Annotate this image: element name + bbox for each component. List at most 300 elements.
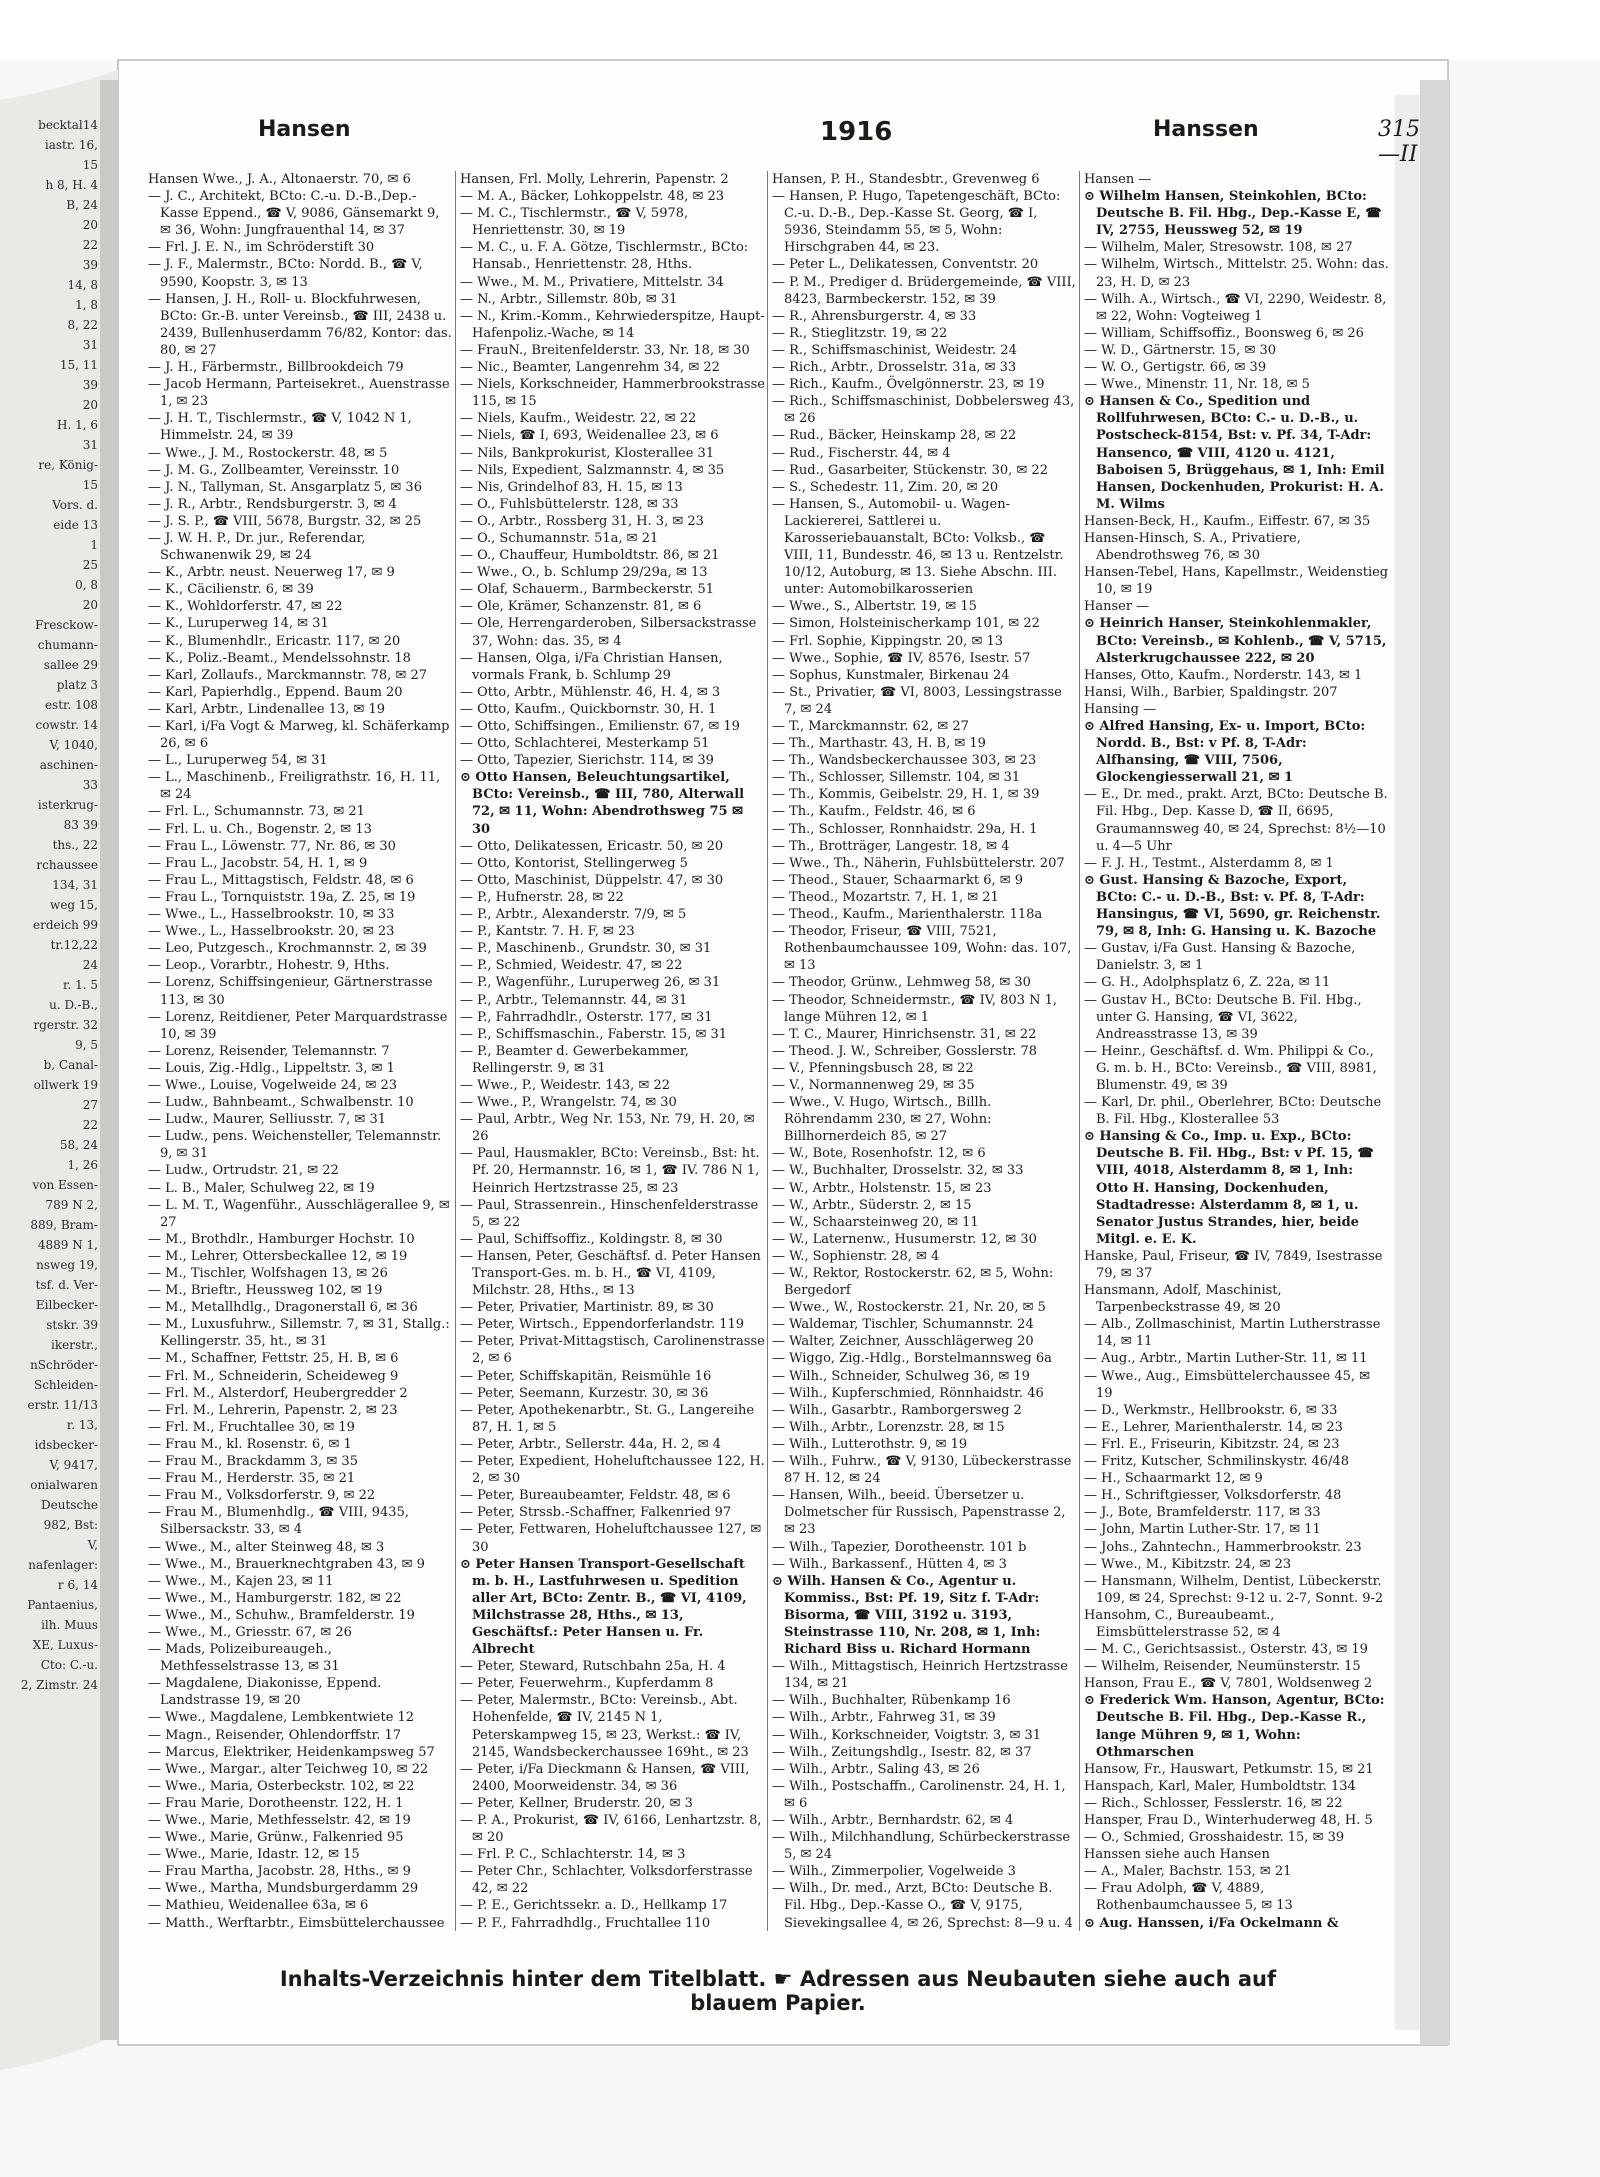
directory-entry: — R., Ahrensburgerstr. 4, ✉ 33 — [772, 308, 977, 324]
directory-entry: — Walter, Zeichner, Ausschlägerweg 20 — [772, 1334, 1034, 1350]
directory-entry: — Otto, Schlachterei, Mesterkamp 51 — [460, 736, 710, 752]
directory-entry: — Paul, Strassenrein., Hinschenfelderstrasse 5, ✉ 22 — [460, 1197, 759, 1230]
edge-fragment: 20 — [82, 398, 98, 412]
directory-entry: ⊙ Alfred Hansing, Ex- u. Import, BCto: Nordd. B., Bst: v Pf. 8, T-Adr: Alfhansing, ☎ VIII, 7506, Glockengiesserwall 21, ✉ 1 — [1084, 719, 1366, 786]
directory-entry: — L. B., Maler, Schulweg 22, ✉ 19 — [148, 1180, 375, 1196]
directory-entry: — P., Arbtr., Telemannstr. 44, ✉ 31 — [460, 992, 688, 1008]
directory-entry: — Peter, Steward, Rutschbahn 25a, H. 4 — [460, 1659, 726, 1675]
directory-entry: — Waldemar, Tischler, Schumannstr. 24 — [772, 1317, 1034, 1333]
directory-entry: Hansper, Frau D., Winterhuderweg 48, H. 5 — [1084, 1813, 1373, 1828]
directory-entry: — Peter, i/Fa Dieckmann & Hansen, ☎ VIII, 2400, Moorweidenstr. 34, ✉ 36 — [460, 1761, 750, 1794]
directory-entry: — Wwe., M., Hamburgerstr. 182, ✉ 22 — [148, 1590, 402, 1606]
edge-fragment: r. 1. 5 — [63, 978, 98, 992]
edge-fragment: Vors. d. — [52, 498, 98, 512]
directory-entry: — M., Tischler, Wolfshagen 13, ✉ 26 — [148, 1266, 388, 1281]
directory-entry: — Lorenz, Schiffsingenieur, Gärtnerstrasse 113, ✉ 30 — [148, 975, 433, 1008]
directory-entry: — J. H., Färbermstr., Billbrookdeich 79 — [148, 360, 404, 376]
directory-entry: — Hansen, J. H., Roll- u. Blockfuhrwesen, BCto: Gr.-B. unter Vereinsb., ☎ III, 2438 u. 2439, Bullenhuserdamm 76/82, Kontor: das. 80, ✉ 27 — [148, 291, 452, 358]
directory-entry: — Niels, Korkschneider, Hammerbrookstrasse 115, ✉ 15 — [460, 377, 765, 410]
edge-fragment: 15, 11 — [59, 358, 98, 372]
directory-entry: Hansen-Beck, H., Kaufm., Eiffestr. 67, ✉ 35 — [1084, 513, 1371, 529]
directory-entry: — Wilh., Arbtr., Lorenzstr. 28, ✉ 15 — [772, 1419, 1005, 1435]
directory-entry: — Ludw., Bahnbeamt., Schwalbenstr. 10 — [148, 1095, 414, 1111]
edge-fragment: ilh. Muus — [41, 1618, 98, 1632]
directory-entry: — Frau Marie, Dorotheenstr. 122, H. 1 — [148, 1795, 404, 1811]
directory-entry: — Frl. L., Schumannstr. 73, ✉ 21 — [148, 804, 365, 820]
directory-entry: — Frl. J. E. N., im Schröderstift 30 — [148, 240, 375, 256]
directory-entry: — Wilh., Arbtr., Fahrweg 31, ✉ 39 — [772, 1710, 996, 1726]
directory-entry: — Frau L., Mittagstisch, Feldstr. 48, ✉ 6 — [148, 872, 414, 888]
edge-fragment: erdeich 99 — [33, 918, 98, 932]
directory-entry: — Wwe., S., Albertstr. 19, ✉ 15 — [772, 599, 977, 615]
directory-entry: — Niels, ☎ I, 693, Weidenallee 23, ✉ 6 — [460, 428, 719, 444]
directory-entry: — Wilh., Korkschneider, Voigtstr. 3, ✉ 31 — [772, 1727, 1042, 1743]
directory-entry: — Peter, Apothekenarbtr., St. G., Langereihe 87, H. 1, ✉ 5 — [460, 1402, 755, 1435]
edge-fragment: 15 — [82, 158, 98, 172]
directory-entry: ⊙ Hansen & Co., Spedition und Rollfuhrwesen, BCto: C.- u. D.-B., u. Postscheck-8154, Bst: v. Pf. 34, T-Adr: Hansenco, ☎ VIII, 4120 u. 4121, Baboisen 5, Brüggehaus, ✉ 1, Inh: Emil Hansen, Dockenhuden, Prokurist: H. A. M. Wilms — [1084, 394, 1385, 512]
directory-entry: — P. F., Fahrradhdlg., Fruchtallee 110 — [460, 1915, 711, 1931]
directory-entry: — Wwe., L., Hasselbrookstr. 20, ✉ 23 — [148, 924, 395, 940]
footer-note: Inhalts-Verzeichnis hinter dem Titelblatt. ☛ Adressen aus Neubauten siehe auch auf blauem Papier. — [279, 1967, 1277, 2015]
directory-entry: — W., Sophienstr. 28, ✉ 4 — [772, 1248, 940, 1264]
adjacent-page-edge — [0, 115, 98, 1895]
directory-entry: — Th., Kommis, Geibelstr. 29, H. 1, ✉ 39 — [772, 787, 1040, 803]
directory-entry: — Theod. J. W., Schreiber, Gosslerstr. 78 — [772, 1043, 1038, 1059]
directory-entry: — Jacob Hermann, Parteisekret., Auenstrasse 1, ✉ 23 — [148, 377, 450, 410]
edge-fragment: Cto: C.-u. — [40, 1658, 98, 1672]
edge-fragment: 0, 8 — [75, 578, 98, 592]
edge-fragment: re, König- — [38, 458, 98, 472]
header-year: 1916 — [820, 117, 893, 147]
directory-entry: — Hansen, Peter, Geschäftsf. d. Peter Hansen Transport-Ges. m. b. H., ☎ VI, 4109, Milchstr. 28, Hths., ✉ 13 — [460, 1248, 761, 1299]
edge-fragment: chumann- — [37, 638, 98, 652]
directory-entry: — Wwe., J. M., Rostockerstr. 48, ✉ 5 — [148, 445, 388, 461]
directory-entry: — P., Kantstr. 7. H. F, ✉ 23 — [460, 924, 635, 940]
directory-entry: — W., Schaarsteinweg 20, ✉ 11 — [772, 1214, 979, 1230]
directory-entry: — Peter, Wirtsch., Eppendorferlandstr. 119 — [460, 1317, 745, 1333]
directory-entry: — Leo, Putzgesch., Krochmannstr. 2, ✉ 39 — [148, 941, 427, 957]
directory-entry: — Wilh., Postschaffn., Carolinenstr. 24, H. 1, ✉ 6 — [772, 1778, 1066, 1811]
directory-entry: — Rich., Schiffsmaschinist, Dobbelersweg 43, ✉ 26 — [772, 394, 1075, 427]
directory-entry: — Karl, Arbtr., Lindenallee 13, ✉ 19 — [148, 701, 386, 717]
edge-fragment: 25 — [82, 558, 98, 572]
edge-fragment: nSchröder- — [30, 1358, 98, 1372]
directory-entry: — Frl. E., Friseurin, Kibitzstr. 24, ✉ 23 — [1084, 1436, 1340, 1452]
edge-fragment: V, 1040, — [49, 738, 98, 752]
column-4 — [1084, 171, 1389, 1931]
directory-entry: — J. N., Tallyman, St. Ansgarplatz 5, ✉ 36 — [148, 479, 422, 495]
directory-entry: — Hansen, S., Automobil- u. Wagen-Lackiererei, Sattlerei u. Karosseriebauanstalt, BCto: Volksb., ☎ VIII, 11, Bundesstr. 46, ✉ 13 u. Rentzelstr. 10/12, Autoburg, ✉ 13. Siehe Abschn. III. unter: Automobilkarosserien — [772, 496, 1064, 598]
directory-entry: — W., Buchhalter, Drosselstr. 32, ✉ 33 — [772, 1163, 1024, 1179]
directory-entry: — P. E., Gerichtssekr. a. D., Hellkamp 17 — [460, 1898, 728, 1914]
column-2 — [460, 171, 765, 1931]
directory-entry: — M., Lehrer, Ottersbeckallee 12, ✉ 19 — [148, 1248, 408, 1264]
directory-entry: — Wilh., Arbtr., Saling 43, ✉ 26 — [772, 1761, 980, 1777]
directory-entry: — Otto, Schiffsingen., Emilienstr. 67, ✉ 19 — [460, 719, 740, 734]
directory-entry: — N., Krim.-Komm., Kehrwiederspitze, Haupt-Hafenpoliz.-Wache, ✉ 14 — [460, 308, 765, 341]
directory-entry: — J., Bote, Bramfelderstr. 117, ✉ 33 — [1084, 1505, 1321, 1521]
directory-entry: — Th., Schlosser, Sillemstr. 104, ✉ 31 — [772, 770, 1021, 786]
directory-entry: — Hansmann, Wilhelm, Dentist, Lübeckerstr. 109, ✉ 24, Sprechst: 9-12 u. 2-7, Sonnt. 9-2 — [1084, 1573, 1384, 1606]
edge-fragment: B, 24 — [66, 198, 98, 212]
directory-entry: — Wilh., Kupferschmied, Rönnhaidstr. 46 — [772, 1385, 1044, 1401]
directory-entry: — Wwe., W., Rostockerstr. 21, Nr. 20, ✉ 5 — [772, 1300, 1046, 1316]
header-right-name: Hanssen — [1153, 117, 1259, 142]
directory-entry: — L., Luruperweg 54, ✉ 31 — [148, 753, 328, 769]
edge-fragment: nafenlager: — [28, 1558, 98, 1572]
directory-entry: — Wwe., M., Schuhw., Bramfelderstr. 19 — [148, 1607, 415, 1623]
directory-entry: ⊙ Wilhelm Hansen, Steinkohlen, BCto: Deutsche B. Fil. Hbg., Dep.-Kasse E, ☎ IV, 2755, Heussweg 52, ✉ 19 — [1084, 189, 1382, 239]
directory-entry: — Wilh., Gasarbtr., Ramborgersweg 2 — [772, 1402, 1022, 1418]
directory-entry: — Frl. M., Lehrerin, Papenstr. 2, ✉ 23 — [148, 1402, 398, 1418]
directory-entry: Hanser — — [1084, 599, 1150, 615]
directory-entry: — Wwe., O., b. Schlump 29/29a, ✉ 13 — [460, 565, 708, 581]
directory-entry: — R., Stieglitzstr. 19, ✉ 22 — [772, 325, 948, 341]
directory-entry: — Wwe., Th., Näherin, Fuhlsbüttelerstr. 207 — [772, 855, 1065, 871]
directory-entry: — Marcus, Elektriker, Heidenkampsweg 57 — [148, 1744, 435, 1760]
directory-entry: — Wilhelm, Maler, Stresowstr. 108, ✉ 27 — [1084, 240, 1353, 256]
edge-fragment: stskr. 39 — [46, 1318, 98, 1332]
edge-fragment: cowstr. 14 — [35, 718, 98, 732]
directory-entry: — L. M. T., Wagenführ., Ausschlägerallee 9, ✉ 27 — [148, 1197, 450, 1230]
directory-entry: — M., Luxusfuhrw., Sillemstr. 7, ✉ 31, Stallg.: Kellingerstr. 35, ht., ✉ 31 — [148, 1317, 450, 1350]
edge-fragment: rgerstr. 32 — [33, 1018, 98, 1032]
directory-entry: — Wilh., Barkassenf., Hütten 4, ✉ 3 — [772, 1556, 1007, 1572]
directory-entry: — A., Maler, Bachstr. 153, ✉ 21 — [1084, 1864, 1292, 1880]
directory-entry: — Nic., Beamter, Langenrehm 34, ✉ 22 — [460, 360, 720, 376]
directory-entry: Hansohm, C., Bureaubeamt., Eimsbüttelerstrasse 52, ✉ 4 — [1084, 1607, 1281, 1640]
directory-entry: — Otto, Kaufm., Quickbornstr. 30, H. 1 — [460, 701, 717, 717]
directory-entry: — Wwe., Marie, Methfesselstr. 42, ✉ 19 — [148, 1813, 411, 1828]
directory-entry: — Th., Wandsbeckerchaussee 303, ✉ 23 — [772, 753, 1037, 769]
directory-entry: — Karl, Dr. phil., Oberlehrer, BCto: Deutsche B. Fil. Hbg., Klosterallee 53 — [1084, 1095, 1382, 1128]
directory-entry: — Gustav, i/Fa Gust. Hansing & Bazoche, Danielstr. 3, ✉ 1 — [1084, 941, 1356, 974]
edge-fragment: erstr. 11/13 — [27, 1398, 98, 1412]
directory-entry: — Lorenz, Reisender, Telemannstr. 7 — [148, 1043, 390, 1059]
directory-entry: — J. W. H. P., Dr. jur., Referendar, Schwanenwik 29, ✉ 24 — [148, 530, 366, 564]
directory-entry: — S., Schedestr. 11, Zim. 20, ✉ 20 — [772, 479, 999, 495]
directory-entry: — Peter, Malermstr., BCto: Vereinsb., Abt. Hohenfelde, ☎ IV, 2145 N 1, Peterskampweg 15, ✉ 23, Werkst.: ☎ IV, 2145, Wandsbeckerchaussee 169ht., ✉ 23 — [460, 1693, 749, 1760]
directory-entry: — Frau M., kl. Rosenstr. 6, ✉ 1 — [148, 1436, 352, 1452]
directory-entry: — Nils, Bankprokurist, Klosterallee 31 — [460, 445, 715, 461]
directory-entry: — K., Cäcilienstr. 6, ✉ 39 — [148, 582, 314, 598]
edge-fragment: 4889 N 1, — [37, 1238, 98, 1252]
directory-entry: Hansen-Tebel, Hans, Kapellmstr., Weidenstieg 10, ✉ 19 — [1084, 565, 1389, 598]
directory-entry: — O., Arbtr., Rossberg 31, H. 3, ✉ 23 — [460, 513, 704, 529]
edge-fragment: 24 — [82, 958, 98, 972]
directory-entry: — Peter, Privat-Mittagstisch, Carolinenstrasse 2, ✉ 6 — [460, 1334, 765, 1367]
column-rule — [767, 171, 768, 1931]
directory-entry: — Magn., Reisender, Ohlendorffstr. 17 — [148, 1727, 402, 1743]
directory-entry: — Wwe., M., Kibitzstr. 24, ✉ 23 — [1084, 1556, 1292, 1572]
edge-fragment: iastr. 16, — [44, 138, 98, 152]
directory-entry: — Frau L., Jacobstr. 54, H. 1, ✉ 9 — [148, 855, 368, 871]
directory-entry: — Frl. L. u. Ch., Bogenstr. 2, ✉ 13 — [148, 821, 372, 837]
directory-entry: — H., Schriftgiesser, Volksdorferstr. 48 — [1084, 1488, 1342, 1504]
directory-entry: — Frau M., Herderstr. 35, ✉ 21 — [148, 1471, 356, 1487]
edge-fragment: 58, 24 — [59, 1138, 98, 1152]
edge-fragment: 83 39 — [63, 818, 98, 832]
directory-entry: — Wwe., L., Hasselbrookstr. 10, ✉ 33 — [148, 907, 395, 923]
edge-fragment: 27 — [82, 1098, 98, 1112]
directory-entry: — Wwe., P., Weidestr. 143, ✉ 22 — [460, 1077, 670, 1093]
directory-entry: — John, Martin Luther-Str. 17, ✉ 11 — [1084, 1522, 1321, 1538]
directory-entry: — FrauN., Breitenfelderstr. 33, Nr. 18, ✉ 30 — [460, 342, 750, 358]
directory-entry: Hansen-Hinsch, S. A., Privatiere, Abendrothsweg 76, ✉ 30 — [1084, 530, 1301, 564]
directory-entry: — F. J. H., Testmt., Alsterdamm 8, ✉ 1 — [1084, 855, 1334, 871]
directory-entry: ⊙ Gust. Hansing & Bazoche, Export, BCto: C.- u. D.-B., Bst: v. Pf. 8, T-Adr: Hansingus, ☎ VI, 5690, gr. Reichenstr. 79, ✉ 8, Inh: G. Hansing u. K. Bazoche — [1084, 872, 1381, 940]
directory-entry: — Matth., Werftarbtr., Eimsbüttelerchaussee — [148, 1915, 445, 1931]
directory-entry: — Sophus, Kunstmaler, Birkenau 24 — [772, 667, 1010, 683]
directory-entry: — K., Arbtr. neust. Neuerweg 17, ✉ 9 — [148, 565, 395, 581]
edge-fragment: Fresckow- — [35, 618, 98, 632]
directory-entry: ⊙ Aug. Hanssen, i/Fa Ockelmann & — [1084, 1915, 1339, 1931]
directory-entry: — Wwe., M. M., Privatiere, Mittelstr. 34 — [460, 274, 724, 290]
directory-entry: — Peter, Seemann, Kurzestr. 30, ✉ 36 — [460, 1385, 709, 1401]
directory-entry: — Gustav H., BCto: Deutsche B. Fil. Hbg., unter G. Hansing, ☎ VI, 3622, Andreasstrasse 13, ✉ 39 — [1084, 992, 1362, 1042]
edge-fragment: 33 — [82, 778, 98, 792]
directory-entry: — Wwe., Martha, Mundsburgerdamm 29 — [148, 1881, 419, 1897]
directory-entry: — Rud., Fischerstr. 44, ✉ 4 — [772, 445, 951, 461]
directory-entry: — P. A., Prokurist, ☎ IV, 6166, Lenhartzstr. 8, ✉ 20 — [460, 1813, 762, 1846]
directory-entry: — Hansen, Olga, i/Fa Christian Hansen, vormals Frank, b. Schlump 29 — [460, 650, 723, 683]
edge-fragment: h 8, H. 4 — [45, 178, 98, 192]
directory-entry: ⊙ Wilh. Hansen & Co., Agentur u. Kommiss., Bst: Pf. 19, Sitz f. T-Adr: Bisorma, ☎ VIII, 3192 u. 3193, Steinstrasse 110, Nr. 208, ✉ 1, Inh: Richard Biss u. Richard Hormann — [772, 1573, 1041, 1658]
directory-entry: — Rud., Gasarbeiter, Stückenstr. 30, ✉ 22 — [772, 462, 1048, 478]
column-3 — [772, 171, 1077, 1931]
directory-entry: — Paul, Schiffsoffiz., Koldingstr. 8, ✉ 30 — [460, 1231, 723, 1247]
edge-fragment: 14, 8 — [67, 278, 98, 292]
directory-entry: — D., Werkmstr., Hellbrookstr. 6, ✉ 33 — [1084, 1402, 1338, 1418]
directory-entry: — W., Rektor, Rostockerstr. 62, ✉ 5, Wohn: Bergedorf — [772, 1266, 1054, 1299]
edge-fragment: 982, Bst: — [43, 1518, 98, 1532]
directory-entry: — Wilh., Fuhrw., ☎ V, 9130, Lübeckerstrasse 87 H. 12, ✉ 24 — [772, 1454, 1072, 1487]
edge-fragment: weg 15, — [50, 898, 98, 912]
edge-fragment: nsweg 19, — [36, 1258, 98, 1272]
edge-fragment: 8, 22 — [67, 318, 98, 332]
directory-entry: — G. H., Adolphsplatz 6, Z. 22a, ✉ 11 — [1084, 975, 1331, 991]
edge-fragment: ikerstr., — [51, 1338, 98, 1352]
directory-entry: — Karl, i/Fa Vogt & Marweg, kl. Schäferkamp 26, ✉ 6 — [148, 719, 450, 752]
edge-fragment: eide 13 — [53, 518, 98, 532]
directory-entry: — P., Beamter d. Gewerbekammer, Rellingerstr. 9, ✉ 31 — [460, 1043, 689, 1076]
directory-entry: — K., Wohldorferstr. 47, ✉ 22 — [148, 599, 343, 615]
directory-entry: — Wilh. A., Wirtsch., ☎ VI, 2290, Weidestr. 8, ✉ 22, Wohn: Vogteiweg 1 — [1084, 291, 1387, 324]
edge-fragment: b, Canal- — [43, 1058, 98, 1072]
edge-fragment: ollwerk 19 — [33, 1078, 98, 1092]
edge-fragment: becktal14 — [38, 118, 98, 132]
edge-fragment: 31 — [82, 338, 98, 352]
directory-entry: — Louis, Zig.-Hdlg., Lippeltstr. 3, ✉ 1 — [148, 1060, 395, 1076]
directory-entry: — Frau L., Löwenstr. 77, Nr. 86, ✉ 30 — [148, 838, 396, 854]
directory-entry: — Paul, Hausmakler, BCto: Vereinsb., Bst: ht. Pf. 20, Hermannstr. 16, ✉ 1, ☎ IV. 786 N 1, Heinrich Hertzstrasse 25, ✉ 23 — [460, 1146, 760, 1196]
directory-entry: — Wwe., V. Hugo, Wirtsch., Billh. Röhrendamm 230, ✉ 27, Wohn: Billhornerdeich 85, ✉ 27 — [772, 1095, 992, 1145]
directory-entry: ⊙ Hansing & Co., Imp. u. Exp., BCto: Deutsche B. Fil. Hbg., Bst: v Pf. 15, ☎ VIII, 4018, Alsterdamm 8, ✉ 1, Inh: Otto H. Hansing, Dockenhuden, Stadtadresse: Alsterdamm 8, ✉ 1, u. Senator Justus Strandes, hier, beide Mitgl. e. E. K. — [1084, 1129, 1374, 1247]
directory-entry: — W. D., Gärtnerstr. 15, ✉ 30 — [1084, 342, 1277, 358]
directory-entry: — Rich., Kaufm., Övelgönnerstr. 23, ✉ 19 — [772, 377, 1045, 393]
directory-entry: — Wwe., P., Wrangelstr. 74, ✉ 30 — [460, 1095, 677, 1111]
directory-entry: — Peter, Expedient, Hoheluftchaussee 122, H. 2, ✉ 30 — [460, 1454, 765, 1487]
columns — [148, 171, 1388, 1931]
edge-fragment: Pantaenius, — [27, 1598, 98, 1612]
edge-fragment: V, 9417, — [49, 1458, 98, 1472]
directory-entry: — J. H. T., Tischlermstr., ☎ V, 1042 N 1, Himmelstr. 24, ✉ 39 — [148, 411, 412, 444]
directory-page — [148, 95, 1420, 2030]
directory-entry: — Rich., Schlosser, Fesslerstr. 16, ✉ 22 — [1084, 1795, 1343, 1811]
page-number: 315—II — [1378, 117, 1420, 167]
directory-entry: — Wilh., Dr. med., Arzt, BCto: Deutsche B. Fil. Hbg., Dep.-Kasse O., ☎ V, 9175, Sievekingsallee 4, ✉ 26, Sprechst: 8—9 u. 4 — [772, 1881, 1073, 1931]
directory-entry: — Theodor, Schneidermstr., ☎ IV, 803 N 1, lange Mühren 12, ✉ 1 — [772, 992, 1058, 1025]
directory-entry: — Nis, Grindelhof 83, H. 15, ✉ 13 — [460, 479, 683, 495]
directory-entry: — Mathieu, Weidenallee 63a, ✉ 6 — [148, 1898, 369, 1914]
directory-entry: — W., Bote, Rosenhofstr. 12, ✉ 6 — [772, 1146, 986, 1162]
edge-fragment: aschinen- — [39, 758, 98, 772]
edge-fragment: 789 N 2, — [45, 1198, 98, 1212]
edge-fragment: 9, 5 — [75, 1038, 98, 1052]
directory-entry: Hansen, P. H., Standesbtr., Grevenweg 6 — [772, 172, 1040, 187]
edge-fragment: 2, Zimstr. 24 — [20, 1678, 98, 1692]
directory-entry: — L., Maschinenb., Freiligrathstr. 16, H. 11, ✉ 24 — [148, 770, 441, 803]
directory-entry: — J. F., Malermstr., BCto: Nordd. B., ☎ V, 9590, Koopstr. 3, ✉ 13 — [148, 257, 423, 290]
directory-entry: Hansing — — [1084, 701, 1157, 717]
directory-entry: — Frl. P. C., Schlachterstr. 14, ✉ 3 — [460, 1847, 686, 1863]
directory-entry: — W., Arbtr., Süderstr. 2, ✉ 15 — [772, 1197, 972, 1213]
directory-entry: — Peter, Kellner, Bruderstr. 20, ✉ 3 — [460, 1795, 693, 1811]
directory-entry: — Simon, Holsteinischerkamp 101, ✉ 22 — [772, 616, 1040, 632]
edge-fragment: 1, 8 — [75, 298, 98, 312]
directory-entry: — P., Wagenführ., Luruperweg 26, ✉ 31 — [460, 975, 721, 991]
directory-entry: — W., Arbtr., Holstenstr. 15, ✉ 23 — [772, 1180, 992, 1196]
directory-entry: — Nils, Expedient, Salzmannstr. 4, ✉ 35 — [460, 462, 725, 478]
directory-entry: — P., Schmied, Weidestr. 47, ✉ 22 — [460, 958, 683, 974]
directory-entry: — R., Schiffsmaschinist, Weidestr. 24 — [772, 342, 1017, 358]
directory-entry: — Peter, Schiffskapitän, Reismühle 16 — [460, 1368, 712, 1384]
directory-entry: — Frau L., Tornquiststr. 19a, Z. 25, ✉ 19 — [148, 889, 416, 905]
edge-fragment: platz 3 — [56, 678, 98, 692]
column-rule — [455, 171, 456, 1931]
directory-entry: — Wilhelm, Reisender, Neumünsterstr. 15 — [1084, 1659, 1361, 1675]
directory-entry: — Wwe., Sophie, ☎ IV, 8576, Isestr. 57 — [772, 650, 1031, 666]
directory-entry: — Olaf, Schauerm., Barmbeckerstr. 51 — [460, 582, 715, 598]
directory-entry: — Rich., Arbtr., Drosselstr. 31a, ✉ 33 — [772, 360, 1017, 376]
directory-entry: — E., Lehrer, Marienthalerstr. 14, ✉ 23 — [1084, 1419, 1343, 1435]
directory-entry: — Wwe., M., alter Steinweg 48, ✉ 3 — [148, 1539, 385, 1555]
directory-entry: — Peter L., Delikatessen, Conventstr. 20 — [772, 257, 1039, 273]
directory-entry: — Alb., Zollmaschinist, Martin Lutherstrasse 14, ✉ 11 — [1084, 1317, 1381, 1350]
directory-entry: — Frau M., Volksdorferstr. 9, ✉ 22 — [148, 1488, 376, 1504]
directory-entry: — Lorenz, Reitdiener, Peter Marquardstrasse 10, ✉ 39 — [148, 1009, 448, 1042]
directory-entry: — Theodor, Grünw., Lehmweg 58, ✉ 30 — [772, 975, 1031, 991]
directory-entry: Hanssen siehe auch Hansen — [1084, 1847, 1270, 1863]
directory-entry: — Frau M., Blumenhdlg., ☎ VIII, 9435, Silbersackstr. 33, ✉ 4 — [148, 1505, 409, 1538]
directory-entry: — Theod., Stauer, Schaarmarkt 6, ✉ 9 — [772, 872, 1024, 888]
directory-entry: — Niels, Kaufm., Weidestr. 22, ✉ 22 — [460, 411, 697, 427]
edge-fragment: Deutsche — [41, 1498, 98, 1512]
directory-entry: — Wilh., Zeitungshdlg., Isestr. 82, ✉ 37 — [772, 1744, 1032, 1760]
edge-fragment: 22 — [82, 1118, 98, 1132]
directory-entry: — V., Pfenningsbusch 28, ✉ 22 — [772, 1060, 974, 1076]
directory-entry: Hanson, Frau E., ☎ V, 7801, Woldsenweg 2 — [1084, 1676, 1373, 1692]
header-left-name: Hansen — [258, 117, 351, 142]
directory-entry: — O., Fuhlsbüttelerstr. 128, ✉ 33 — [460, 496, 679, 512]
directory-entry: — P., Fahrradhdlr., Osterstr. 177, ✉ 31 — [460, 1009, 713, 1025]
directory-entry: — Wwe., Marie, Grünw., Falkenried 95 — [148, 1830, 404, 1846]
directory-entry: — Th., Marthastr. 43, H. B, ✉ 19 — [772, 736, 986, 752]
directory-entry: — William, Schiffsoffiz., Boonsweg 6, ✉ 26 — [1084, 325, 1364, 341]
directory-entry: — Theodor, Friseur, ☎ VIII, 7521, Rothenbaumchaussee 109, Wohn: das. 107, ✉ 13 — [772, 924, 1072, 974]
directory-entry: — Otto, Kontorist, Stellingerweg 5 — [460, 855, 688, 871]
edge-fragment: 15 — [82, 478, 98, 492]
directory-entry: — Theod., Kaufm., Marienthalerstr. 118a — [772, 907, 1043, 923]
directory-entry: — T., Marckmannstr. 62, ✉ 27 — [772, 719, 969, 734]
edge-fragment: H. 1, 6 — [57, 418, 98, 432]
directory-entry: — Hansen, P. Hugo, Tapetengeschäft, BCto: C.-u. D.-B., Dep.-Kasse St. Georg, ☎ I, 5936, Steindamm 55, ✉ 5, Wohn: Hirschgraben 44, ✉ 23. — [772, 189, 1061, 256]
directory-entry: Hansen — — [1084, 172, 1152, 187]
directory-entry: — Paul, Arbtr., Weg Nr. 153, Nr. 79, H. 20, ✉ 26 — [460, 1112, 755, 1145]
directory-entry: ⊙ Frederick Wm. Hanson, Agentur, BCto: Deutsche B. Fil. Hbg., Dep.-Kasse R., lange Mühren 9, ✉ 1, Wohn: Othmarschen — [1084, 1693, 1385, 1760]
directory-entry: — Leop., Vorarbtr., Hohestr. 9, Hths. — [148, 958, 390, 974]
directory-entry: — Th., Brotträger, Langestr. 18, ✉ 4 — [772, 838, 1010, 854]
directory-entry: — Th., Schlosser, Ronnhaidstr. 29a, H. 1 — [772, 821, 1038, 837]
directory-entry: — Fritz, Kutscher, Schmilinskystr. 46/48 — [1084, 1454, 1349, 1470]
directory-entry: — Frl. Sophie, Kippingstr. 20, ✉ 13 — [772, 633, 1004, 649]
directory-entry: — Otto, Tapezier, Sierichstr. 114, ✉ 39 — [460, 753, 714, 769]
directory-entry: — Wilh., Lutterothstr. 9, ✉ 19 — [772, 1436, 968, 1452]
directory-entry: — Wwe., Minenstr. 11, Nr. 18, ✉ 5 — [1084, 377, 1310, 393]
directory-entry: — Wwe., M., Kajen 23, ✉ 11 — [148, 1573, 334, 1589]
directory-entry: — Wilh., Mittagstisch, Heinrich Hertzstrasse 134, ✉ 21 — [772, 1659, 1068, 1692]
directory-entry: — Karl, Papierhdlg., Eppend. Baum 20 — [148, 684, 403, 700]
directory-entry: — Otto, Maschinist, Düppelstr. 47, ✉ 30 — [460, 872, 724, 888]
directory-entry: — Frl. M., Alsterdorf, Heubergredder 2 — [148, 1385, 408, 1401]
directory-entry: — K., Poliz.-Beamt., Mendelssohnstr. 18 — [148, 650, 411, 666]
edge-fragment: 39 — [82, 378, 98, 392]
column-1 — [148, 171, 453, 1931]
directory-entry: — Wwe., Louise, Vogelweide 24, ✉ 23 — [148, 1077, 398, 1093]
edge-fragment: estr. 108 — [44, 698, 98, 712]
edge-fragment: 1 — [90, 538, 98, 552]
running-header — [148, 117, 1420, 167]
directory-entry: — Wwe., Magdalene, Lembkentwiete 12 — [148, 1710, 415, 1726]
edge-fragment: isterkrug- — [37, 798, 98, 812]
directory-entry: — P., Maschinenb., Grundstr. 30, ✉ 31 — [460, 941, 712, 957]
edge-fragment: 20 — [82, 218, 98, 232]
directory-entry: — P., Hufnerstr. 28, ✉ 22 — [460, 889, 624, 905]
directory-entry: — Johs., Zahntechn., Hammerbrookstr. 23 — [1084, 1539, 1362, 1555]
directory-entry: — Otto, Delikatessen, Ericastr. 50, ✉ 20 — [460, 838, 724, 854]
directory-entry: ⊙ Heinrich Hanser, Steinkohlenmakler, BCto: Vereinsb., ✉ Kohlenb., ☎ V, 5715, Alsterkrugchaussee 222, ✉ 20 — [1084, 616, 1387, 666]
edge-fragment: rchaussee — [36, 858, 98, 872]
directory-entry: — Wilhelm, Wirtsch., Mittelstr. 25. Wohn: das. 23, H. D, ✉ 23 — [1084, 257, 1389, 290]
directory-entry: — Wwe., Margar., alter Teichweg 10, ✉ 22 — [148, 1761, 429, 1777]
edge-fragment: r 6, 14 — [57, 1578, 98, 1592]
directory-entry: — Wilh., Milchhandlung, Schürbeckerstrasse 5, ✉ 24 — [772, 1830, 1071, 1863]
edge-fragment: XE, Luxus- — [32, 1638, 98, 1652]
directory-entry: — Magdalene, Diakonisse, Eppend. Landstrasse 19, ✉ 20 — [148, 1676, 382, 1709]
directory-entry: — Ludw., Maurer, Selliusstr. 7, ✉ 31 — [148, 1112, 386, 1128]
edge-fragment: 31 — [82, 438, 98, 452]
directory-entry: — St., Privatier, ☎ VI, 8003, Lessingstrasse 7, ✉ 24 — [772, 684, 1062, 717]
edge-fragment: 1, 26 — [67, 1158, 98, 1172]
directory-entry: — J. M. G., Zollbeamter, Vereinsstr. 10 — [148, 462, 400, 478]
directory-entry: — Ludw., Ortrudstr. 21, ✉ 22 — [148, 1163, 339, 1179]
directory-entry: — K., Blumenhdlr., Ericastr. 117, ✉ 20 — [148, 633, 401, 649]
directory-entry: Hanses, Otto, Kaufm., Norderstr. 143, ✉ 1 — [1084, 667, 1363, 683]
directory-entry: Hansmann, Adolf, Maschinist, Tarpenbeckstrasse 49, ✉ 20 — [1084, 1283, 1282, 1316]
directory-entry: — Wiggo, Zig.-Hdlg., Borstelmannsweg 6a — [772, 1351, 1052, 1367]
directory-entry: — J. S. P., ☎ VIII, 5678, Burgstr. 32, ✉ 25 — [148, 513, 422, 529]
directory-entry: — J. R., Arbtr., Rendsburgerstr. 3, ✉ 4 — [148, 496, 397, 512]
